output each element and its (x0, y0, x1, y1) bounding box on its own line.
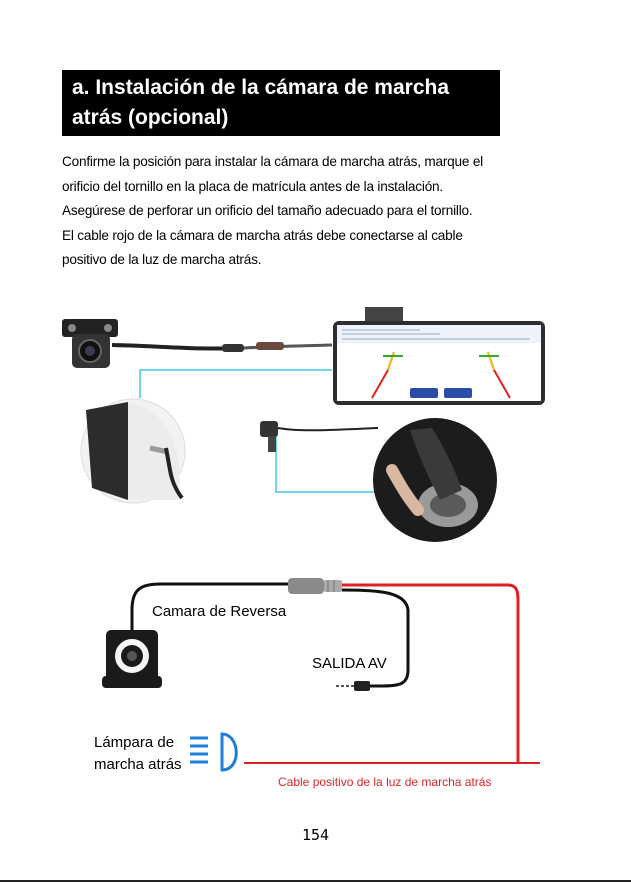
section-title-line-2: atrás (opcional) (72, 106, 229, 129)
instructions-line-4: El cable rojo de la cámara de marcha atrás debe conectarse al cable (62, 227, 463, 243)
instructions-line-1: Confirme la posición para instalar la cámara de marcha atrás, marque el (62, 154, 483, 169)
section-title-line-1: a. Instalación de la cámara de marcha (72, 76, 450, 99)
positive-cable-label: Cable positivo de la luz de marcha atrás (278, 775, 492, 789)
instructions-line-3: Asegúrese de perforar un orificio del tamaño adecuado para el tornillo. (62, 203, 473, 218)
inline-connector (288, 578, 342, 594)
camera-label: Camara de Reversa (152, 603, 287, 620)
page-number: 154 (301, 826, 330, 844)
av-output-label: SALIDA AV (312, 655, 387, 672)
camera-icon (102, 630, 162, 688)
av-plug-icon (336, 681, 370, 691)
bottom-rule (0, 880, 631, 882)
instructions-line-5: positivo de la luz de marcha atrás. (62, 252, 262, 267)
red-power-cable (342, 585, 518, 763)
reverse-lamp-label (94, 732, 182, 776)
instructions-line-2: orificio del tornillo en la placa de matrícula antes de la instalación. (62, 178, 443, 194)
reverse-lamp-label-line-1: Lámpara de (94, 734, 175, 751)
reverse-lamp-icon (190, 734, 236, 770)
reverse-lamp-label-line-2: marcha atrás (94, 756, 182, 773)
